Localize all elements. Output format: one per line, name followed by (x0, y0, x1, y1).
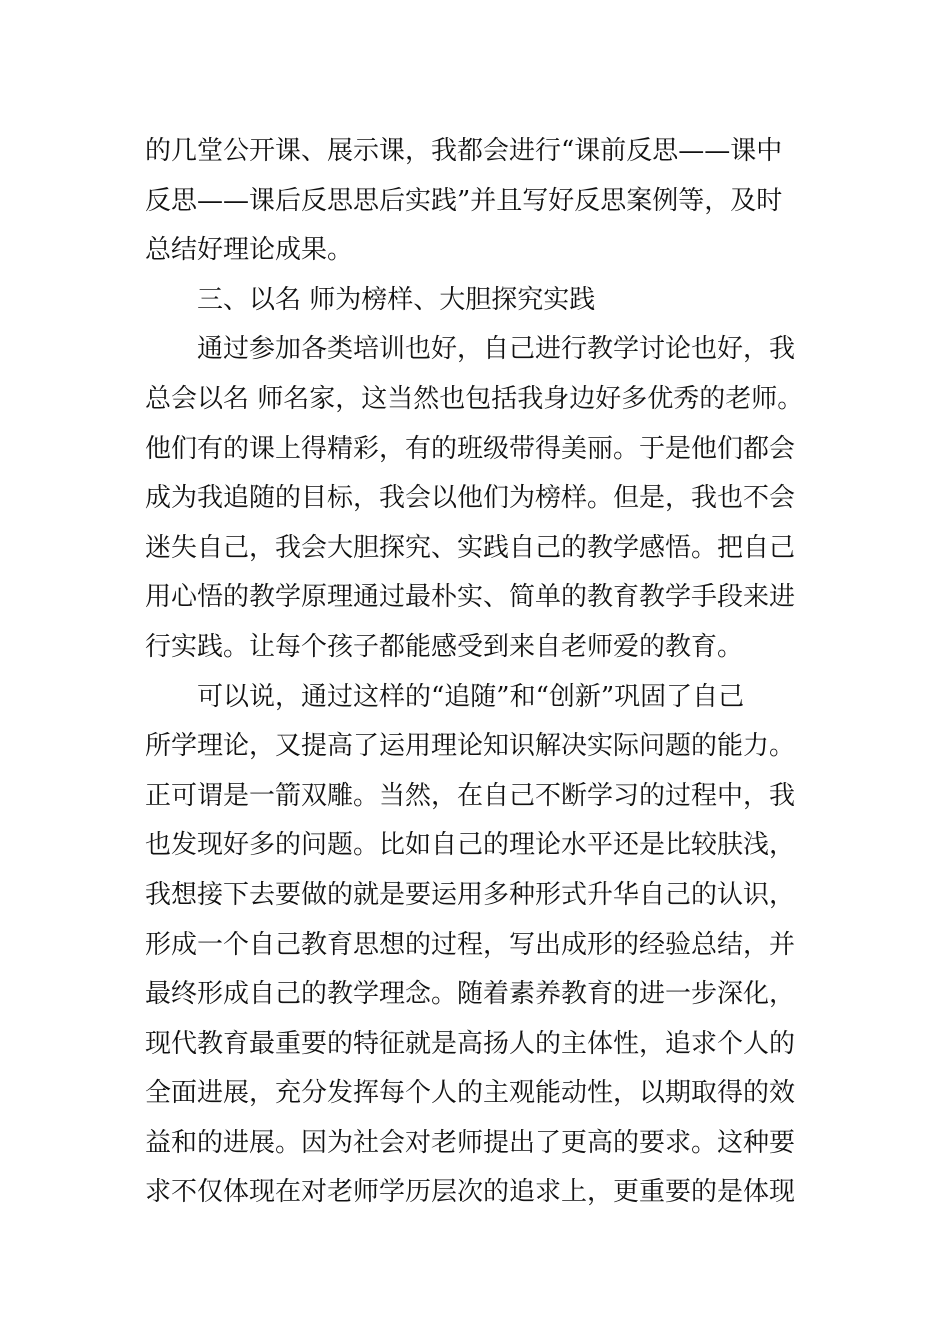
text-line-17: 形成一个自己教育思想的过程，写出成形的经验总结，并 (145, 929, 796, 960)
text-line-13: 所学理论，又提高了运用理论知识解决实际问题的能力。 (145, 731, 796, 762)
text-line-3: 总结好理论成果。 (145, 235, 354, 266)
text-line-9: 迷失自己，我会大胆探究、实践自己的教学感悟。把自己 (145, 532, 796, 563)
text-line-5: 通过参加各类培训也好，自己进行教学讨论也好，我 (197, 334, 796, 365)
section-heading: 三、以名 师为榜样、大胆探究实践 (197, 284, 596, 315)
text-line-10: 用心悟的教学原理通过最朴实、简单的教育教学手段来进 (145, 582, 796, 613)
text-line-8: 成为我追随的目标，我会以他们为榜样。但是，我也不会 (145, 483, 796, 514)
text-line-12: 可以说，通过这样的“追随”和“创新”巩固了自己 (197, 681, 745, 712)
text-line-19: 现代教育最重要的特征就是高扬人的主体性，追求个人的 (145, 1028, 796, 1059)
text-line-15: 也发现好多的问题。比如自己的理论水平还是比较肤浅， (145, 830, 796, 861)
text-line-6: 总会以名 师名家，这当然也包括我身边好多优秀的老师。 (145, 383, 804, 414)
document-body (145, 127, 815, 1218)
text-line-14: 正可谓是一箭双雕。当然，在自己不断学习的过程中，我 (145, 780, 796, 811)
text-line-18: 最终形成自己的教学理念。随着素养教育的进一步深化， (145, 979, 796, 1010)
text-line-7: 他们有的课上得精彩，有的班级带得美丽。于是他们都会 (145, 433, 796, 464)
text-line-2: 反思——课后反思思后实践”并且写好反思案例等，及时 (145, 185, 783, 216)
text-line-11: 行实践。让每个孩子都能感受到来自老师爱的教育。 (145, 631, 744, 662)
text-line-16: 我想接下去要做的就是要运用多种形式升华自己的认识， (145, 879, 796, 910)
text-line-22: 求不仅体现在对老师学历层次的追求上，更重要的是体现 (145, 1177, 796, 1208)
text-line-21: 益和的进展。因为社会对老师提出了更高的要求。这种要 (145, 1127, 796, 1158)
text-line-20: 全面进展，充分发挥每个人的主观能动性，以期取得的效 (145, 1078, 796, 1109)
text-line-1: 的几堂公开课、展示课，我都会进行“课前反思——课中 (145, 136, 783, 166)
